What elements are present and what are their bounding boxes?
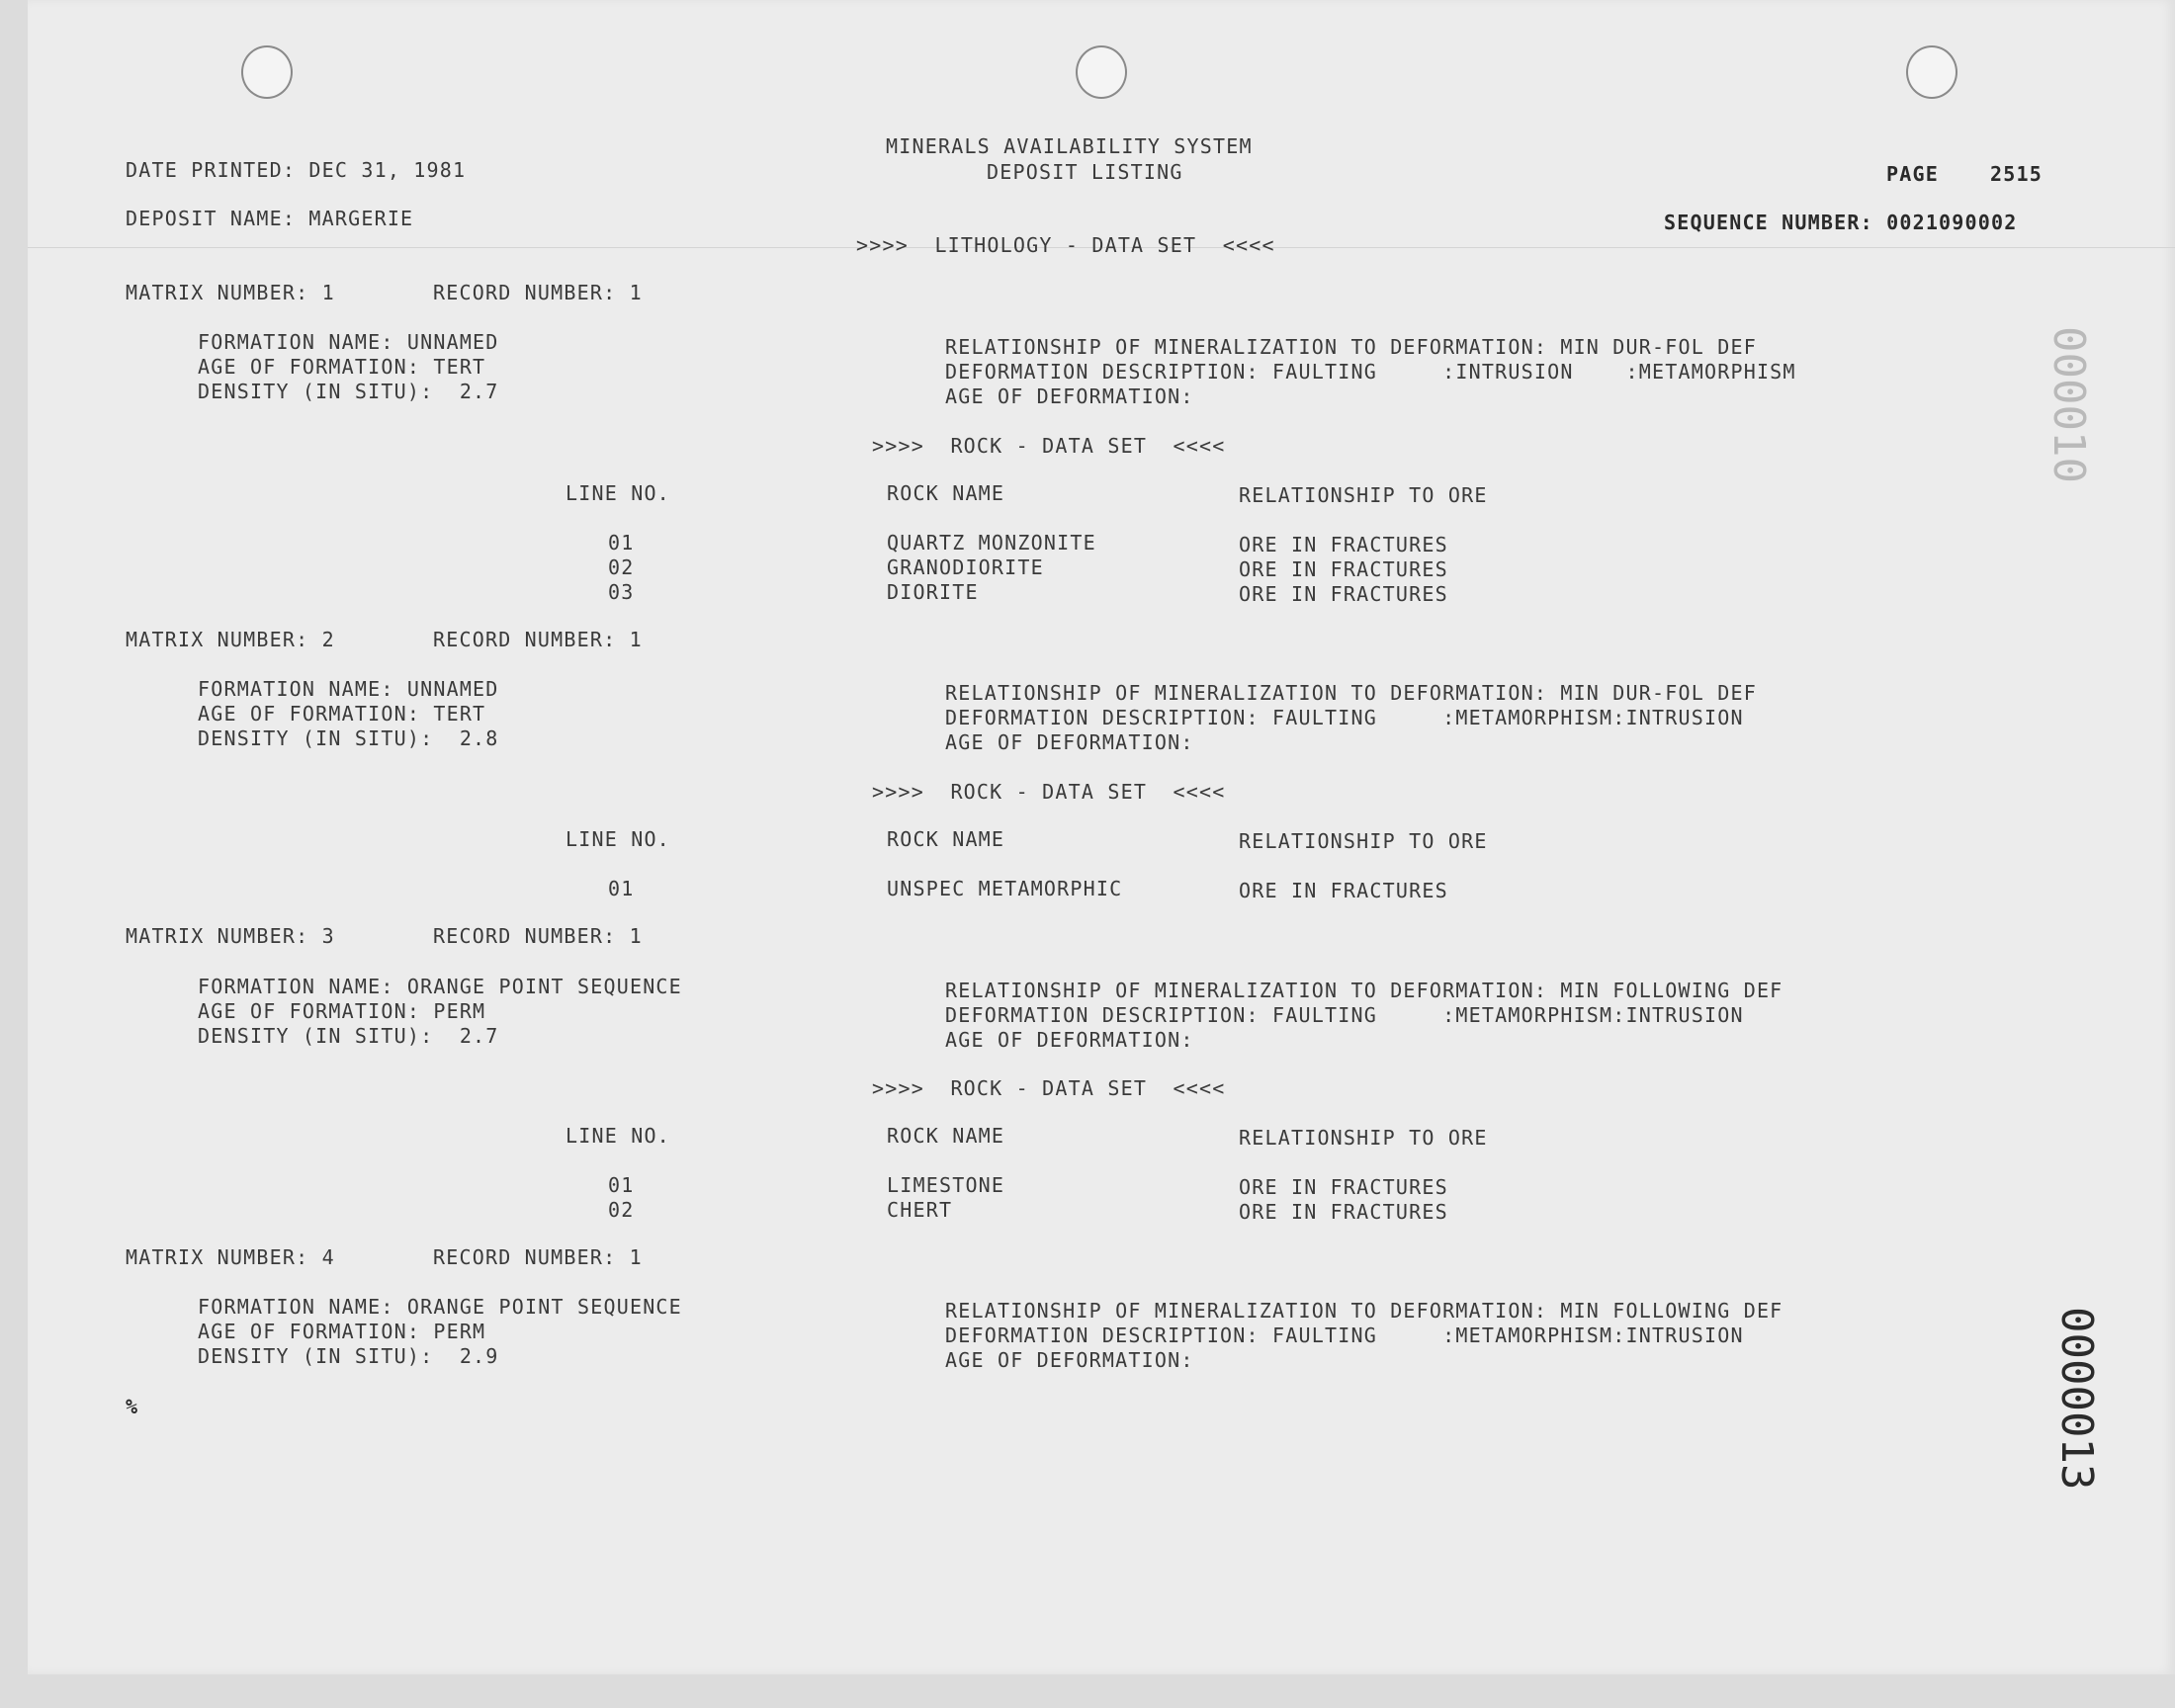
column-rock-name: ROCK NAME [887, 827, 1005, 851]
column-line-no: LINE NO. [566, 827, 670, 851]
footer-mark: % [126, 1395, 139, 1418]
rock-dataset-title: >>>> ROCK - DATA SET <<<< [872, 780, 1226, 804]
rock-name: CHERT [887, 1198, 953, 1222]
rock-line-no: 01 [608, 877, 635, 900]
rock-dataset-title: >>>> ROCK - DATA SET <<<< [872, 1076, 1226, 1100]
record-number: RECORD NUMBER: 1 [433, 628, 643, 651]
deformation-description: DEFORMATION DESCRIPTION: FAULTING :METAMORPHISM:INTRUSION [945, 1324, 1744, 1347]
column-line-no: LINE NO. [566, 481, 670, 505]
rock-line-no: 01 [608, 1173, 635, 1197]
column-line-no: LINE NO. [566, 1124, 670, 1148]
faint-stamp-number: 000010 [2044, 326, 2094, 483]
relationship-mineralization: RELATIONSHIP OF MINERALIZATION TO DEFORMATION: MIN DUR-FOL DEF [945, 335, 1757, 359]
deformation-description: DEFORMATION DESCRIPTION: FAULTING :METAMORPHISM:INTRUSION [945, 1003, 1744, 1027]
record-number: RECORD NUMBER: 1 [433, 924, 643, 948]
formation-name: FORMATION NAME: UNNAMED [198, 330, 499, 354]
rock-name: QUARTZ MONZONITE [887, 531, 1096, 555]
formation-name: FORMATION NAME: UNNAMED [198, 677, 499, 701]
punch-hole-right [1906, 45, 1958, 99]
deformation-description: DEFORMATION DESCRIPTION: FAULTING :METAMORPHISM:INTRUSION [945, 706, 1744, 729]
date-printed: DATE PRINTED: DEC 31, 1981 [126, 158, 467, 182]
density: DENSITY (IN SITU): 2.7 [198, 380, 499, 403]
document-stamp-number: 0000013 [2051, 1307, 2102, 1491]
lithology-dataset-title: >>>> LITHOLOGY - DATA SET <<<< [856, 233, 1275, 257]
column-rock-name: ROCK NAME [887, 481, 1005, 505]
rock-relationship: ORE IN FRACTURES [1239, 879, 1448, 902]
deformation-description: DEFORMATION DESCRIPTION: FAULTING :INTRUSION :METAMORPHISM [945, 360, 1796, 384]
matrix-number: MATRIX NUMBER: 2 [126, 628, 335, 651]
age-of-formation: AGE OF FORMATION: TERT [198, 355, 486, 379]
density: DENSITY (IN SITU): 2.7 [198, 1024, 499, 1048]
record-number: RECORD NUMBER: 1 [433, 281, 643, 304]
rock-relationship: ORE IN FRACTURES [1239, 582, 1448, 606]
age-of-deformation: AGE OF DEFORMATION: [945, 1348, 1194, 1372]
page-label: PAGE [1886, 162, 1939, 186]
formation-name: FORMATION NAME: ORANGE POINT SEQUENCE [198, 1295, 682, 1319]
listing-title: DEPOSIT LISTING [987, 160, 1183, 184]
matrix-number: MATRIX NUMBER: 3 [126, 924, 335, 948]
age-of-formation: AGE OF FORMATION: PERM [198, 1320, 486, 1343]
system-title: MINERALS AVAILABILITY SYSTEM [886, 134, 1253, 158]
column-relationship: RELATIONSHIP TO ORE [1239, 829, 1488, 853]
rock-relationship: ORE IN FRACTURES [1239, 533, 1448, 556]
rock-line-no: 02 [608, 1198, 635, 1222]
rock-line-no: 03 [608, 580, 635, 604]
rock-relationship: ORE IN FRACTURES [1239, 1200, 1448, 1224]
age-of-deformation: AGE OF DEFORMATION: [945, 384, 1194, 408]
rock-dataset-title: >>>> ROCK - DATA SET <<<< [872, 434, 1226, 458]
relationship-mineralization: RELATIONSHIP OF MINERALIZATION TO DEFORMATION: MIN FOLLOWING DEF [945, 979, 1784, 1002]
deposit-name: DEPOSIT NAME: MARGERIE [126, 207, 414, 230]
column-rock-name: ROCK NAME [887, 1124, 1005, 1148]
rock-line-no: 01 [608, 531, 635, 555]
rock-relationship: ORE IN FRACTURES [1239, 1175, 1448, 1199]
rock-name: UNSPEC METAMORPHIC [887, 877, 1123, 900]
page-number: 2515 [1990, 162, 2043, 186]
age-of-deformation: AGE OF DEFORMATION: [945, 1028, 1194, 1052]
record-number: RECORD NUMBER: 1 [433, 1245, 643, 1269]
sequence-number: SEQUENCE NUMBER: 0021090002 [1664, 211, 2018, 234]
rock-name: GRANODIORITE [887, 555, 1044, 579]
age-of-formation: AGE OF FORMATION: PERM [198, 999, 486, 1023]
punch-hole-left [241, 45, 293, 99]
column-relationship: RELATIONSHIP TO ORE [1239, 1126, 1488, 1150]
punch-hole-center [1076, 45, 1127, 99]
rock-line-no: 02 [608, 555, 635, 579]
rock-name: DIORITE [887, 580, 979, 604]
column-relationship: RELATIONSHIP TO ORE [1239, 483, 1488, 507]
matrix-number: MATRIX NUMBER: 4 [126, 1245, 335, 1269]
age-of-formation: AGE OF FORMATION: TERT [198, 702, 486, 726]
density: DENSITY (IN SITU): 2.9 [198, 1344, 499, 1368]
rock-relationship: ORE IN FRACTURES [1239, 557, 1448, 581]
density: DENSITY (IN SITU): 2.8 [198, 726, 499, 750]
formation-name: FORMATION NAME: ORANGE POINT SEQUENCE [198, 975, 682, 998]
rock-name: LIMESTONE [887, 1173, 1005, 1197]
relationship-mineralization: RELATIONSHIP OF MINERALIZATION TO DEFORMATION: MIN FOLLOWING DEF [945, 1299, 1784, 1323]
relationship-mineralization: RELATIONSHIP OF MINERALIZATION TO DEFORMATION: MIN DUR-FOL DEF [945, 681, 1757, 705]
matrix-number: MATRIX NUMBER: 1 [126, 281, 335, 304]
age-of-deformation: AGE OF DEFORMATION: [945, 730, 1194, 754]
